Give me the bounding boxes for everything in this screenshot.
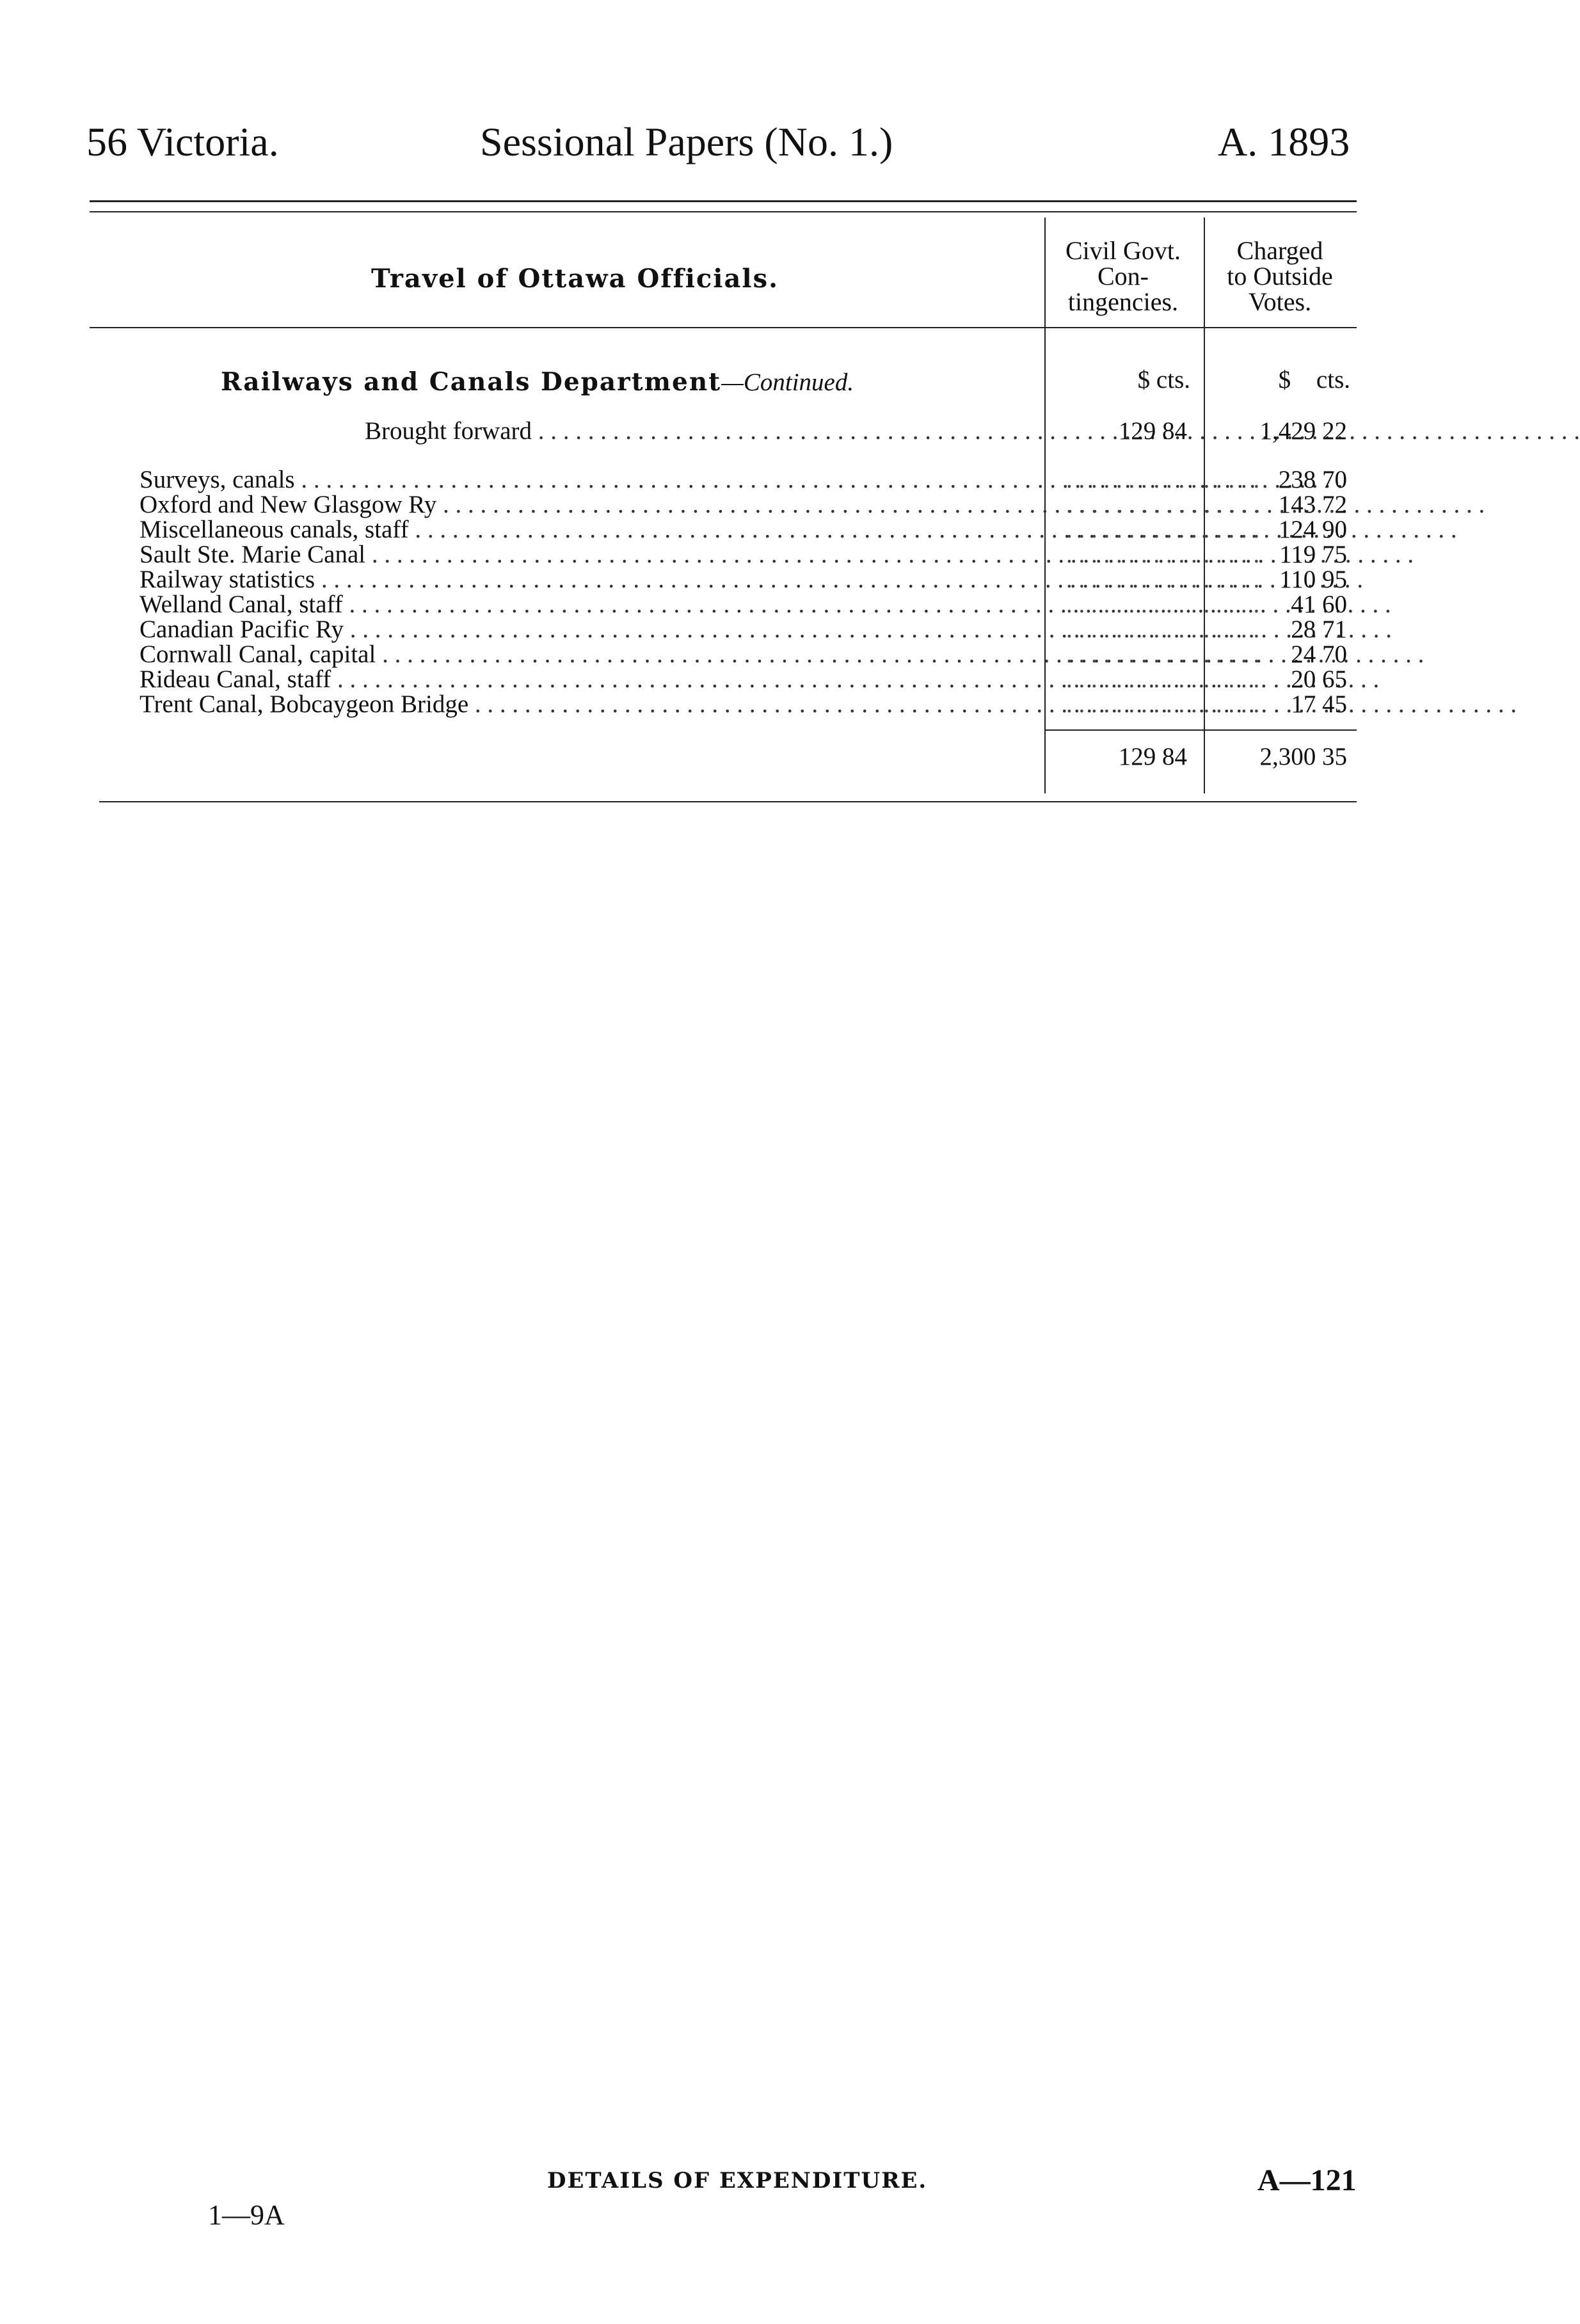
table-row [0, 492, 1508, 518]
header-right: A. 1893 [1218, 119, 1350, 164]
row-civil-dots: . . . . . . . . . . . . . . . . [1066, 491, 1260, 518]
unit-col2 [1248, 367, 1350, 393]
row-label: Canadian Pacific Ry . . . [140, 617, 1042, 642]
col2-header [1203, 238, 1357, 315]
brought-forward-outside: 1,429 22 [1259, 417, 1347, 445]
table-row [0, 667, 1508, 692]
row-outside: 24 70 [1291, 641, 1347, 668]
row-outside: 143 72 [1278, 491, 1347, 518]
col1-header-line2: Con- [1097, 262, 1149, 290]
table-row [0, 642, 1508, 667]
row-label: Sault Ste. Marie Canal . . . [140, 542, 1042, 568]
col1-header-line1: Civil Govt. [1065, 236, 1181, 265]
row-civil-dots: . . . . . . . . . . . . . . . . [1066, 566, 1260, 593]
section-label: Railways and Canals Department [221, 367, 722, 397]
table-title: Travel of Ottawa Officials. [371, 264, 779, 294]
section-suffix: —Continued. [721, 369, 854, 396]
row-outside: 41 60 [1291, 591, 1347, 618]
row-label: Trent Canal, Bobcaygeon Bridge . . . [140, 692, 1042, 717]
row-outside: 17 45 [1291, 690, 1347, 718]
header-center: Sessional Papers (No. 1.) [480, 119, 893, 164]
row-civil-dots: . . . . . . . . . . . . . . . . [1066, 516, 1260, 543]
brought-forward-label: Brought forward . . . [365, 418, 1043, 444]
footer-center: DETAILS OF EXPENDITURE. [547, 2168, 928, 2193]
row-civil-dots: . . . . . . . . . . . . . . . . [1066, 690, 1260, 718]
row-label: Miscellaneous canals, staff . . . [140, 517, 1042, 543]
table-row [0, 592, 1508, 617]
row-civil-dots: . . . . . . . . . . . . . . . . [1066, 665, 1260, 693]
brought-forward-civil: 129 84 [1118, 417, 1187, 445]
unit-col2-dollar: $ [1278, 366, 1291, 394]
col2-header-line3: Votes. [1248, 287, 1312, 316]
row-label: Rideau Canal, staff . . . [140, 667, 1042, 692]
row-outside: 124 90 [1278, 516, 1347, 543]
bottom-rule [99, 801, 1357, 802]
row-outside: 119 75 [1279, 541, 1347, 568]
row-label: Railway statistics . . . [140, 567, 1042, 593]
unit-col2-cts: cts. [1316, 366, 1350, 394]
col2-header-line1: Charged [1236, 236, 1323, 265]
footer-signature: 1—9A [208, 2199, 285, 2231]
col1-header [1043, 238, 1203, 315]
row-civil-dots: . . . . . . . . . . . . . . . . [1066, 541, 1260, 568]
table-row [0, 567, 1508, 593]
row-outside: 28 71 [1291, 616, 1347, 643]
row-label: Surveys, canals . . . [140, 467, 1042, 493]
unit-col1: $ cts. [1137, 366, 1190, 394]
row-civil-dots: . . . . . . . . . . . . . . . . [1066, 641, 1260, 668]
row-label: Welland Canal, staff . . . [140, 592, 1042, 617]
brought-forward-row [0, 418, 1508, 444]
table-row [0, 542, 1508, 568]
table-row [0, 467, 1508, 493]
totals-row [0, 744, 1508, 770]
row-label: Oxford and New Glasgow Ry . . . [140, 492, 1042, 518]
col1-header-line3: tingencies. [1067, 287, 1179, 316]
table-row [0, 692, 1508, 717]
table-row [0, 617, 1508, 642]
header-left: 56 Victoria. [86, 119, 279, 164]
top-rule-1 [90, 200, 1357, 202]
totals-rule [1044, 729, 1357, 731]
totals-civil: 129 84 [1118, 743, 1187, 770]
row-outside: 238 70 [1278, 466, 1347, 493]
row-civil-dots: . . . . . . . . . . . . . . . . [1066, 591, 1260, 618]
totals-outside: 2,300 35 [1259, 743, 1347, 770]
row-civil-dots: . . . . . . . . . . . . . . . . [1066, 466, 1260, 493]
header-separator [90, 327, 1357, 328]
row-civil-dots: . . . . . . . . . . . . . . . . [1066, 616, 1260, 643]
top-rule-2 [90, 211, 1357, 212]
section-heading [221, 367, 854, 397]
col2-header-line2: to Outside [1227, 262, 1333, 290]
table-row [0, 517, 1508, 543]
footer-page: A—121 [1257, 2163, 1357, 2197]
row-outside: 110 95 [1279, 566, 1347, 593]
row-outside: 20 65 [1291, 665, 1347, 693]
row-label: Cornwall Canal, capital . . . [140, 642, 1042, 667]
